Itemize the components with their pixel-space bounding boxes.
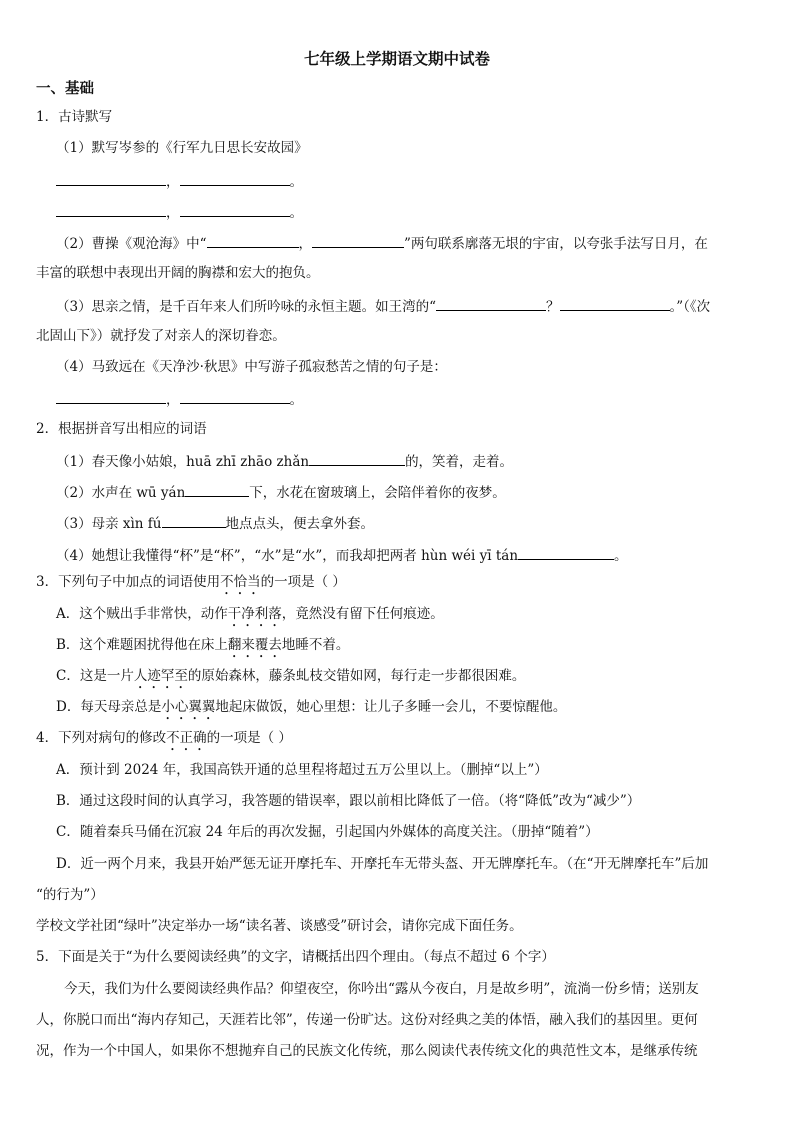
question-3-option-c[interactable]: C．这是一片人迹罕至的原始森林，藤条虬枝交错如网，每行走一步都很困难。 bbox=[56, 668, 526, 684]
passage-line: 人，你脱口而出“海内存知己，天涯若比邻”，传递一份旷达。这份对经典之美的体悟，融入我们的基因里。更何 bbox=[36, 1012, 698, 1028]
question-4-option-a[interactable]: A．预计到 2024 年，我国高铁开通的总里程将超过五万公里以上。（删掉“以上”） bbox=[56, 762, 548, 778]
question-1-part-3: （3）思亲之情，是千百年来人们所吟咏的永恒主题。如王湾的“ ？ 。”（《次 bbox=[56, 296, 794, 316]
question-4-option-c[interactable]: C．随着秦兵马俑在沉寂 24 年后的再次发掘，引起国内外媒体的高度关注。（册掉“随着”） bbox=[56, 824, 599, 840]
answer-blank[interactable] bbox=[180, 202, 290, 217]
emphasized-text: 不正确 bbox=[166, 730, 207, 746]
emphasized-text: 人迹罕至 bbox=[133, 668, 188, 684]
question-4-option-b[interactable]: B．通过这段时间的认真学习，我答题的错误率，跟以前相比降低了一倍。（将“降低”改为“减少”） bbox=[56, 793, 641, 809]
question-2-item-2: （2）水声在 wū yán 下，水花在窗玻璃上，会陪伴着你的夜梦。 bbox=[56, 482, 794, 502]
answer-blank[interactable] bbox=[162, 513, 226, 528]
task-intro: 学校文学社团“绿叶”决定举办一场“读名著、谈感受”研讨会，请你完成下面任务。 bbox=[36, 918, 523, 934]
answer-line-1: ， 。 bbox=[56, 171, 794, 191]
emphasized-text: 干净利落 bbox=[227, 606, 282, 622]
answer-blank[interactable] bbox=[436, 296, 546, 311]
question-1-heading: 1．古诗默写 bbox=[36, 109, 113, 125]
passage-line: 况，作为一个中国人，如果你不想抛弃自己的民族文化传统，那么阅读代表传统文化的典范性文本，是继承传统 bbox=[36, 1043, 698, 1059]
emphasized-text: 小心翼翼 bbox=[161, 699, 216, 715]
passage-line: 今天，我们为什么要阅读经典作品？仰望夜空，你吟出“露从今夜白，月是故乡明”，流淌一份乡情；送别友 bbox=[64, 981, 699, 997]
question-3-option-a[interactable]: A．这个贼出手非常快，动作干净利落，竟然没有留下任何痕迹。 bbox=[56, 606, 444, 622]
answer-blank[interactable] bbox=[56, 389, 166, 404]
question-1-part-2-cont: 丰富的联想中表现出开阔的胸襟和宏大的抱负。 bbox=[36, 265, 320, 281]
answer-blank[interactable] bbox=[312, 233, 404, 248]
question-1-part-4: （4）马致远在《天净沙·秋思》中写游子孤寂愁苦之情的句子是： bbox=[56, 359, 447, 375]
answer-blank[interactable] bbox=[56, 202, 166, 217]
question-2-heading: 2．根据拼音写出相应的词语 bbox=[36, 421, 207, 437]
answer-blank[interactable] bbox=[180, 171, 290, 186]
question-3-option-d[interactable]: D．每天母亲总是小心翼翼地起床做饭，她心里想：让儿子多睡一会儿，不要惊醒他。 bbox=[56, 699, 567, 715]
question-5-heading: 5．下面是关于“为什么要阅读经典”的文字，请概括出四个理由。（每点不超过 6 个字） bbox=[36, 949, 555, 965]
question-2-item-4: （4）她想让我懂得“杯”是“杯”，“水”是“水”，而我却把两者 hùn wéi yī tán 。 bbox=[56, 545, 794, 565]
answer-line-3: ， 。 bbox=[56, 389, 794, 409]
answer-line-2: ， 。 bbox=[56, 202, 794, 222]
question-1-part-1: （1）默写岑参的《行军九日思长安故园》 bbox=[56, 140, 308, 156]
answer-blank[interactable] bbox=[207, 233, 299, 248]
answer-blank[interactable] bbox=[309, 451, 405, 466]
question-4-option-d-cont: “的行为”） bbox=[36, 887, 104, 903]
question-1-part-3-cont: 北固山下》）就抒发了对亲人的深切眷恋。 bbox=[36, 328, 286, 344]
emphasized-text: 翻来覆去 bbox=[227, 637, 282, 653]
question-3-heading: 3．下列句子中加点的词语使用不恰当的一项是（ ） bbox=[36, 574, 346, 590]
question-2-item-3: （3）母亲 xìn fú 地点点头，便去拿外套。 bbox=[56, 513, 794, 533]
question-4-option-d[interactable]: D．近一两个月来，我县开始严惩无证开摩托车、开摩托车无带头盔、开无牌摩托车。（在“开无牌摩托车”后加 bbox=[56, 856, 709, 872]
emphasized-text: 不恰当 bbox=[220, 574, 261, 590]
page-title: 七年级上学期语文期中试卷 bbox=[303, 50, 490, 68]
section-heading: 一、基础 bbox=[36, 81, 94, 97]
answer-blank[interactable] bbox=[185, 482, 249, 497]
answer-blank[interactable] bbox=[180, 389, 290, 404]
question-4-heading: 4．下列对病句的修改不正确的一项是（ ） bbox=[36, 730, 292, 746]
question-3-option-b[interactable]: B．这个难题困扰得他在床上翻来覆去地睡不着。 bbox=[56, 637, 350, 653]
question-2-item-1: （1）春天像小姑娘，huā zhī zhāo zhǎn 的，笑着，走着。 bbox=[56, 451, 794, 471]
answer-blank[interactable] bbox=[560, 296, 670, 311]
answer-blank[interactable] bbox=[518, 545, 614, 560]
answer-blank[interactable] bbox=[56, 171, 166, 186]
question-1-part-2: （2）曹操《观沧海》中“ ， ”两句联系廓落无垠的宇宙，以夸张手法写日月，在 bbox=[56, 233, 794, 253]
